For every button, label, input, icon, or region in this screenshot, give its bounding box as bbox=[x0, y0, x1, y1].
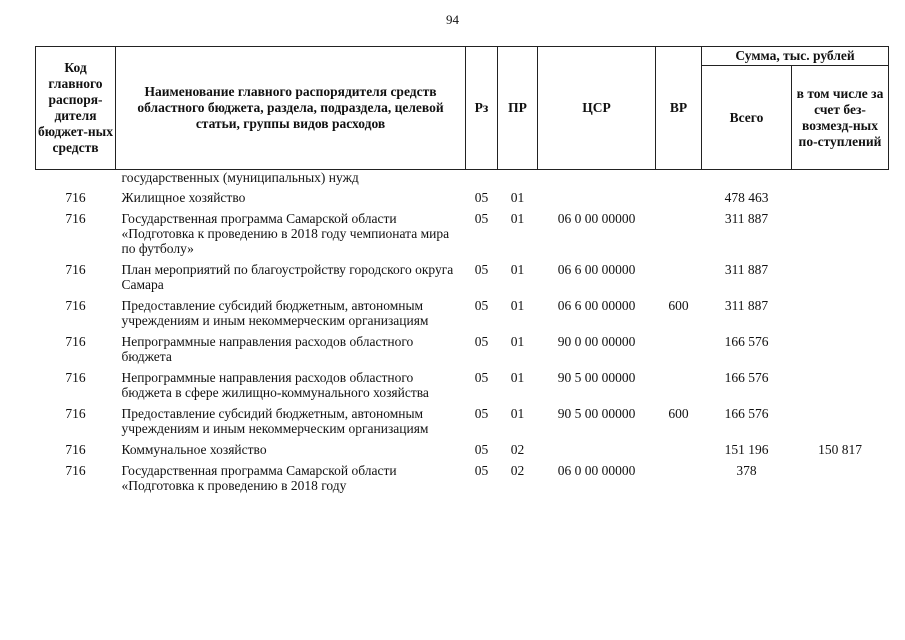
cell-vr: 600 bbox=[668, 298, 689, 313]
cell-gratuitous bbox=[792, 208, 889, 259]
cell-rz: 05 bbox=[474, 442, 489, 457]
cell-pr bbox=[498, 170, 538, 188]
cell-pr: 01 bbox=[510, 211, 525, 226]
table-row bbox=[36, 460, 889, 496]
header-total: Всего bbox=[702, 66, 792, 170]
cell-gratuitous bbox=[792, 187, 889, 208]
header-pr: ПР bbox=[498, 47, 538, 170]
cell-csr: 06 0 00 00000 bbox=[557, 211, 636, 226]
cell-csr bbox=[538, 439, 656, 460]
cell-vr: 600 bbox=[668, 406, 689, 421]
cell-csr: 06 0 00 00000 bbox=[557, 463, 636, 478]
cell-total: 478 463 bbox=[724, 190, 769, 205]
cell-vr bbox=[656, 170, 702, 188]
cell-vr bbox=[656, 331, 702, 367]
cell-vr bbox=[656, 208, 702, 259]
header-code: Код главного распоря-дителя бюджет-ных средств bbox=[36, 47, 116, 170]
cell-rz: 05 bbox=[474, 190, 489, 205]
header-gratuitous: в том числе за счет без-возмезд-ных по-ступлений bbox=[792, 66, 889, 170]
table-row bbox=[36, 403, 889, 439]
cell-rz: 05 bbox=[474, 298, 489, 313]
cell-rz: 05 bbox=[474, 406, 489, 421]
cell-name: Непрограммные направления расходов областного бюджета bbox=[121, 334, 414, 364]
cell-total: 311 887 bbox=[724, 262, 769, 277]
cell-gratuitous: 150 817 bbox=[818, 442, 862, 457]
header-rz: Рз bbox=[466, 47, 498, 170]
cell-gratuitous bbox=[792, 403, 889, 439]
cell-gratuitous bbox=[792, 170, 889, 188]
table-row bbox=[36, 208, 889, 259]
cell-vr bbox=[656, 367, 702, 403]
cell-gratuitous bbox=[792, 331, 889, 367]
table-row bbox=[36, 295, 889, 331]
cell-pr: 01 bbox=[510, 190, 525, 205]
cell-code: 716 bbox=[65, 463, 86, 478]
cell-code: 716 bbox=[65, 442, 86, 457]
cell-csr: 90 5 00 00000 bbox=[557, 370, 636, 385]
cell-name: Предоставление субсидий бюджетным, автономным учреждениям и иным некоммерческим организациям bbox=[121, 298, 429, 328]
table-row bbox=[36, 367, 889, 403]
cell-total: 166 576 bbox=[724, 406, 769, 421]
cell-code: 716 bbox=[65, 334, 86, 349]
cell-name: государственных (муниципальных) нужд bbox=[121, 170, 359, 185]
cell-rz: 05 bbox=[474, 370, 489, 385]
cell-name: План мероприятий по благоустройству городского округа Самара bbox=[121, 262, 454, 292]
cell-vr bbox=[656, 259, 702, 295]
cell-pr: 01 bbox=[510, 406, 525, 421]
cell-pr: 01 bbox=[510, 262, 525, 277]
table-row bbox=[36, 439, 889, 460]
cell-rz: 05 bbox=[474, 211, 489, 226]
cell-code: 716 bbox=[65, 370, 86, 385]
table-row bbox=[36, 170, 889, 188]
cell-vr bbox=[656, 187, 702, 208]
cell-rz: 05 bbox=[474, 463, 489, 478]
cell-total: 166 576 bbox=[724, 334, 769, 349]
cell-pr: 02 bbox=[510, 442, 525, 457]
cell-rz: 05 bbox=[474, 262, 489, 277]
cell-gratuitous bbox=[792, 460, 889, 496]
cell-pr: 01 bbox=[510, 370, 525, 385]
cell-name: Непрограммные направления расходов областного бюджета в сфере жилищно-коммунального хозяйства bbox=[121, 370, 429, 400]
cell-total bbox=[702, 170, 792, 188]
cell-csr bbox=[538, 170, 656, 188]
header-vr: ВР bbox=[656, 47, 702, 170]
cell-gratuitous bbox=[792, 367, 889, 403]
cell-total: 311 887 bbox=[724, 211, 769, 226]
cell-total: 378 bbox=[736, 463, 757, 478]
table-row bbox=[36, 331, 889, 367]
cell-name: Государственная программа Самарской области «Подготовка к проведению в 2018 году bbox=[121, 463, 397, 493]
header-sum-group: Сумма, тыс. рублей bbox=[702, 47, 889, 66]
cell-code: 716 bbox=[65, 298, 86, 313]
cell-csr: 06 6 00 00000 bbox=[557, 298, 636, 313]
header-csr: ЦСР bbox=[538, 47, 656, 170]
cell-total: 311 887 bbox=[724, 298, 769, 313]
cell-total: 166 576 bbox=[724, 370, 769, 385]
cell-name: Жилищное хозяйство bbox=[121, 190, 246, 205]
cell-rz bbox=[466, 170, 498, 188]
cell-pr: 01 bbox=[510, 334, 525, 349]
cell-code: 716 bbox=[65, 190, 86, 205]
cell-rz: 05 bbox=[474, 334, 489, 349]
cell-pr: 01 bbox=[510, 298, 525, 313]
cell-csr: 06 6 00 00000 bbox=[557, 262, 636, 277]
table-header bbox=[36, 47, 889, 170]
cell-code bbox=[36, 170, 116, 188]
cell-gratuitous bbox=[792, 295, 889, 331]
cell-csr: 90 5 00 00000 bbox=[557, 406, 636, 421]
cell-gratuitous bbox=[792, 259, 889, 295]
cell-csr: 90 0 00 00000 bbox=[557, 334, 636, 349]
cell-name: Государственная программа Самарской области «Подготовка к проведению в 2018 году чемпионата мира по футболу» bbox=[121, 211, 450, 256]
cell-code: 716 bbox=[65, 211, 86, 226]
cell-vr bbox=[656, 460, 702, 496]
cell-code: 716 bbox=[65, 262, 86, 277]
cell-name: Коммунальное хозяйство bbox=[121, 442, 267, 457]
page-number: 94 bbox=[446, 12, 459, 27]
cell-total: 151 196 bbox=[724, 442, 769, 457]
table-row bbox=[36, 259, 889, 295]
header-name: Наименование главного распорядителя средств областного бюджета, раздела, подраздела, целевой статьи, группы видов расходов bbox=[116, 47, 466, 170]
table-row bbox=[36, 187, 889, 208]
cell-csr bbox=[538, 187, 656, 208]
cell-name: Предоставление субсидий бюджетным, автономным учреждениям и иным некоммерческим организациям bbox=[121, 406, 429, 436]
cell-vr bbox=[656, 439, 702, 460]
budget-table bbox=[35, 46, 889, 496]
table-body bbox=[36, 170, 889, 497]
cell-code: 716 bbox=[65, 406, 86, 421]
cell-pr: 02 bbox=[510, 463, 525, 478]
